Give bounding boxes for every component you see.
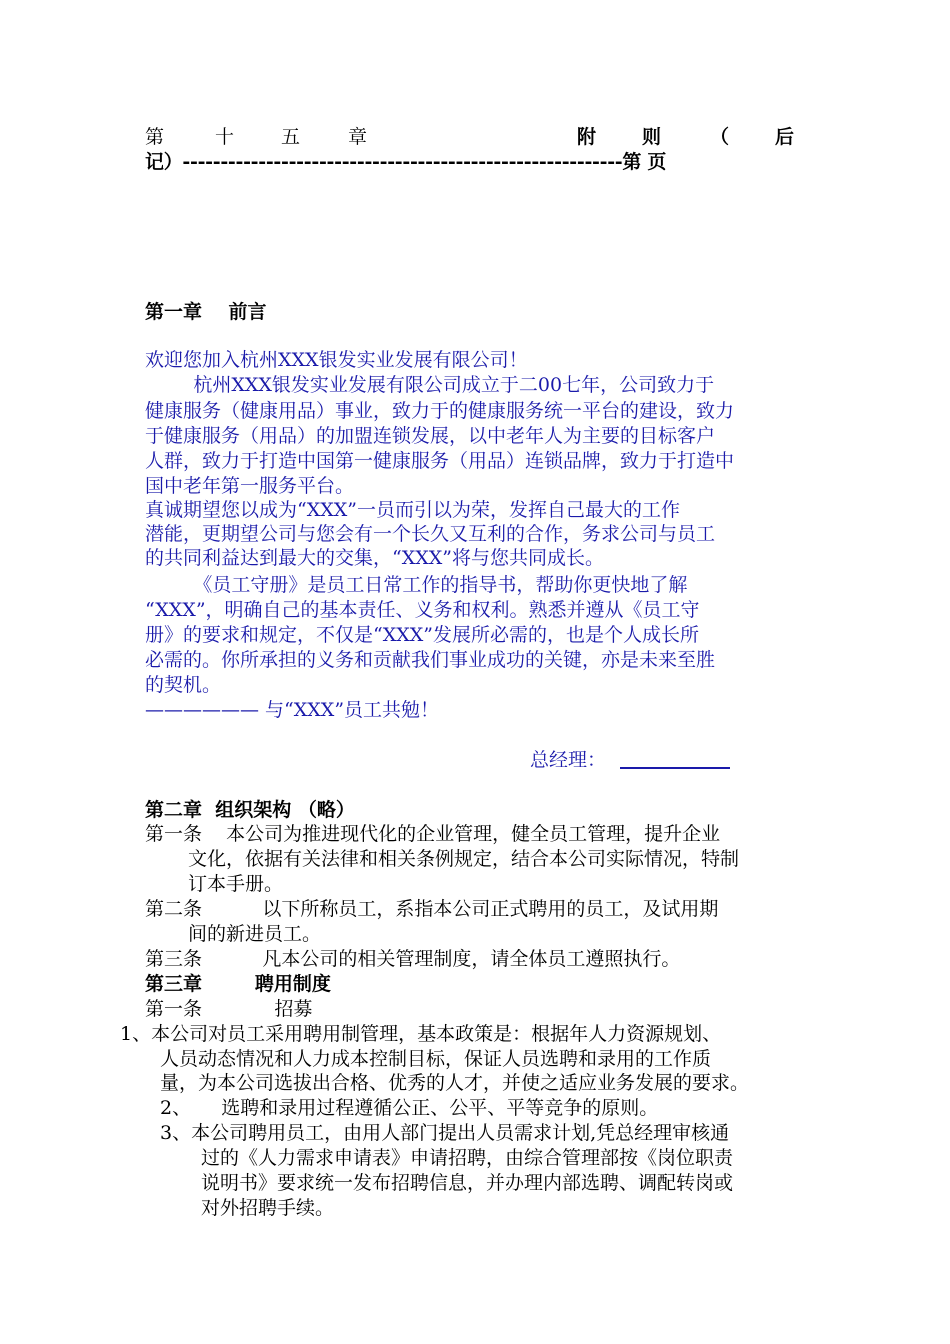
chapter1-heading: 第一章 前言 xyxy=(145,301,267,323)
ch1-line: 于健康服务（用品）的加盟连锁发展，以中老年人为主要的目标客户 xyxy=(145,425,716,447)
ch2-line: 文化，依据有关法律和相关条例规定，结合本公司实际情况，特制 xyxy=(188,848,740,870)
ch1-closing-line: —————— 与“XXX”员工共勉！ xyxy=(145,699,440,721)
ch1-line: 国中老年第一服务平台。 xyxy=(145,475,355,497)
ch3-line: 说明书》要求统一发布招聘信息，并办理内部选聘、调配转岗或 xyxy=(201,1172,734,1194)
ch1-line: 欢迎您加入杭州XXX银发实业发展有限公司！ xyxy=(145,349,528,371)
ch3-line: 过的《人力需求申请表》申请招聘，由综合管理部按《岗位职责 xyxy=(201,1147,734,1169)
toc-char: 十 xyxy=(215,126,235,148)
ch1-line: 人群，致力于打造中国第一健康服务（用品）连锁品牌，致力于打造中 xyxy=(145,450,735,472)
toc-char: （ xyxy=(710,126,730,148)
ch1-line: 健康服务（健康用品）事业，致力于的健康服务统一平台的建设，致力 xyxy=(145,400,735,422)
signature-label: 总经理： xyxy=(530,749,607,771)
toc-char: 章 xyxy=(348,126,368,148)
ch2-line: 订本手册。 xyxy=(188,873,284,895)
chapter3-heading: 第三章 聘用制度 xyxy=(145,973,331,995)
ch1-line: 册》的要求和规定，不仅是“XXX”发展所必需的，也是个人成长所 xyxy=(145,624,700,646)
ch2-line: 间的新进员工。 xyxy=(188,923,322,945)
ch1-line: 必需的。你所承担的义务和贡献我们事业成功的关键，亦是未来至胜 xyxy=(145,649,716,671)
ch1-line: 的契机。 xyxy=(145,674,222,696)
ch3-line: 量，为本公司选拔出合格、优秀的人才，并使之适应业务发展的要求。 xyxy=(160,1072,750,1094)
toc-char: 则 xyxy=(642,126,662,148)
ch1-line: 真诚期望您以成为“XXX”一员而引以为荣，发挥自己最大的工作 xyxy=(145,499,681,521)
ch1-line: 杭州XXX银发实业发展有限公司成立于二00七年，公司致力于 xyxy=(145,374,715,396)
ch3-line: 人员动态情况和人力成本控制目标，保证人员选聘和录用的工作质 xyxy=(160,1048,712,1070)
ch2-line: 第一条 本公司为推进现代化的企业管理，健全员工管理，提升企业 xyxy=(145,823,721,845)
ch3-line: 第一条 招募 xyxy=(145,998,313,1020)
chapter2-heading: 第二章 组织架构 （略） xyxy=(145,799,355,821)
ch3-line: 2、 选聘和录用过程遵循公正、公平、平等竞争的原则。 xyxy=(160,1097,659,1119)
ch1-line: “XXX”，明确自己的基本责任、义务和权利。熟悉并遵从《员工守 xyxy=(145,599,700,621)
ch1-line: 的共同利益达到最大的交集，“XXX”将与您共同成长。 xyxy=(145,547,605,569)
ch2-line: 第二条 以下所称员工，系指本公司正式聘用的员工，及试用期 xyxy=(145,898,719,920)
ch3-line: 1、本公司对员工采用聘用制管理，基本政策是：根据年人力资源规划、 xyxy=(120,1023,722,1045)
toc-line-2: 记）----------------------------------------------------------第 页 xyxy=(145,151,667,173)
toc-char: 第 xyxy=(145,126,165,148)
toc-char: 后 xyxy=(775,126,795,148)
ch3-line: 3、本公司聘用员工，由用人部门提出人员需求计划,凭总经理审核通 xyxy=(160,1122,730,1144)
toc-char: 附 xyxy=(577,126,597,148)
ch2-line: 第三条 凡本公司的相关管理制度，请全体员工遵照执行。 xyxy=(145,948,681,970)
toc-char: 五 xyxy=(281,126,301,148)
ch1-line: 《员工守册》是员工日常工作的指导书，帮助你更快地了解 xyxy=(145,574,688,596)
ch3-line: 对外招聘手续。 xyxy=(201,1197,335,1219)
ch1-line: 潜能，更期望公司与您会有一个长久又互利的合作，务求公司与员工 xyxy=(145,523,716,545)
signature-blank xyxy=(620,767,730,769)
